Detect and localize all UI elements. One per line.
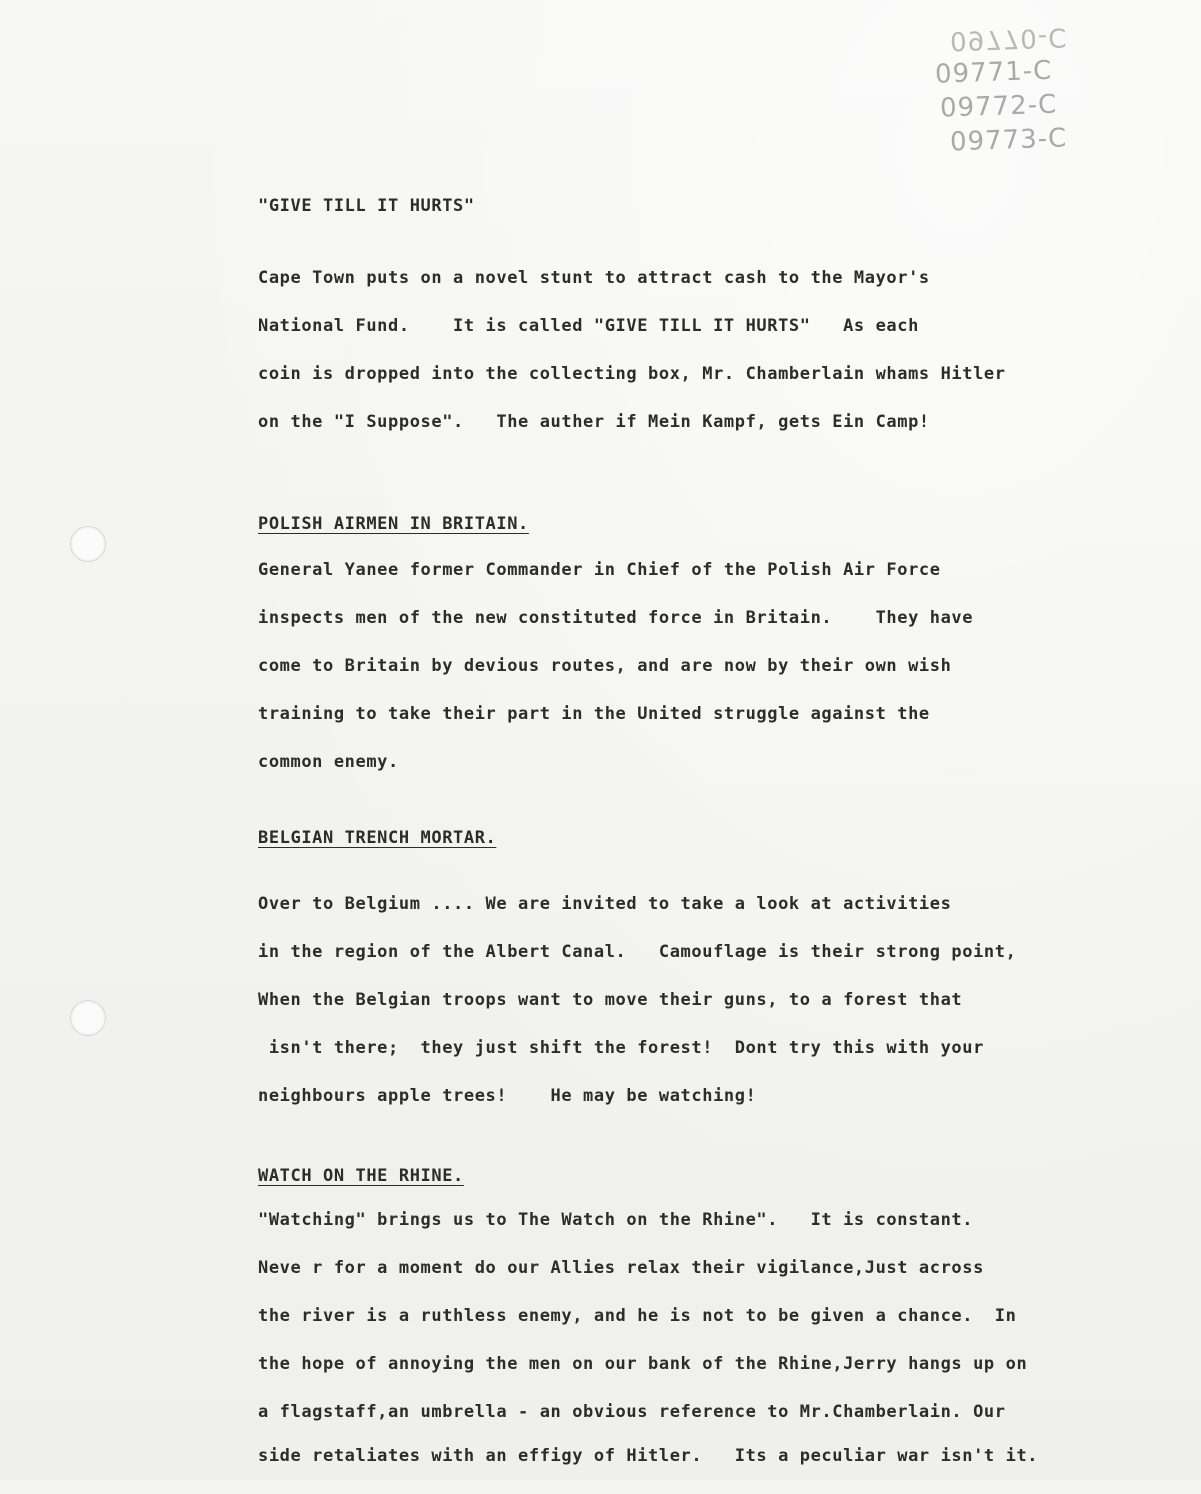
text-line: on the "I Suppose". The auther if Mein Kampf, gets Ein Camp! [258,412,930,432]
text-line: "Watching" brings us to The Watch on the Rhine". It is constant. [258,1210,974,1230]
section-give-till-it-hurts [258,196,475,226]
section-body [258,268,1006,460]
text-line: Neve r for a moment do our Allies relax their vigilance,Just across [258,1258,984,1278]
ref-number: 09770-C [949,21,1068,56]
text-line: isn't there; they just shift the forest! Dont try this with your [258,1038,984,1058]
punch-hole-top [70,526,106,562]
archive-reference-numbers [930,20,1150,156]
text-line: Cape Town puts on a novel stunt to attract cash to the Mayor's [258,268,930,288]
ref-number: 09771-C [934,55,1053,90]
text-line: coin is dropped into the collecting box, Mr. Chamberlain whams Hitler [258,364,1006,384]
text-line: common enemy. [258,752,399,772]
section-body [258,1210,1038,1494]
text-line: side retaliates with an effigy of Hitler. Its a peculiar war isn't it. [258,1446,1039,1466]
section-heading: BELGIAN TRENCH MORTAR. [258,828,497,848]
text-line: come to Britain by devious routes, and are now by their own wish [258,656,952,676]
text-line: National Fund. It is called "GIVE TILL IT HURTS" As each [258,316,919,336]
section-heading: WATCH ON THE RHINE. [258,1166,464,1186]
punch-hole-bottom [70,1000,106,1036]
text-line: General Yanee former Commander in Chief of the Polish Air Force [258,560,941,580]
section-title: "GIVE TILL IT HURTS" [258,196,475,216]
ref-number: 09773-C [949,123,1068,158]
section-body [258,560,973,800]
section-belgian-trench-mortar [258,828,496,848]
text-line: When the Belgian troops want to move their guns, to a forest that [258,990,963,1010]
section-watch-on-the-rhine [258,1166,464,1186]
text-line: the hope of annoying the men on our bank of the Rhine,Jerry hangs up on [258,1354,1028,1374]
section-body [258,894,1016,1134]
section-heading: POLISH AIRMEN IN BRITAIN. [258,514,529,534]
text-line: inspects men of the new constituted force in Britain. They have [258,608,974,628]
text-line: a flagstaff,an umbrella - an obvious reference to Mr.Chamberlain. Our [258,1402,1006,1422]
ref-number: 09772-C [939,89,1058,124]
text-line: training to take their part in the United struggle against the [258,704,930,724]
text-line: the river is a ruthless enemy, and he is not to be given a chance. In [258,1306,1017,1326]
text-line: in the region of the Albert Canal. Camouflage is their strong point, [258,942,1017,962]
text-line: Over to Belgium .... We are invited to take a look at activities [258,894,952,914]
section-polish-airmen [258,514,529,534]
text-line: neighbours apple trees! He may be watching! [258,1086,757,1106]
